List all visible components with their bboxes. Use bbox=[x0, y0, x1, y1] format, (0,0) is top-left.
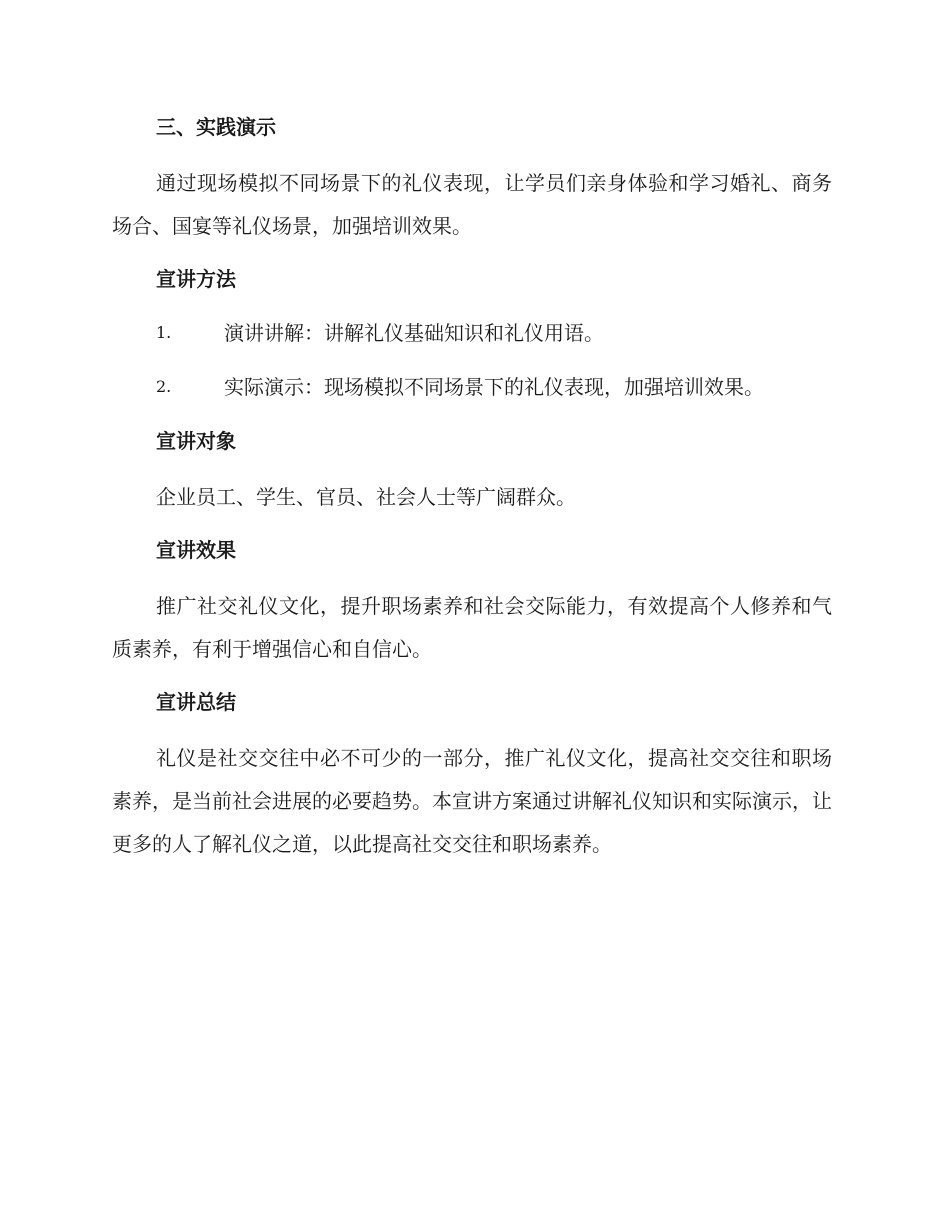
list-number: 1. bbox=[156, 323, 172, 342]
paragraph-practice: 通过现场模拟不同场景下的礼仪表现，让学员们亲身体验和学习婚礼、商务场合、国宴等礼仪场景，加强培训效果。 bbox=[112, 171, 832, 238]
list-item-text: 实际演示：现场模拟不同场景下的礼仪表现，加强培训效果。 bbox=[224, 375, 764, 399]
list-item-method-1 bbox=[112, 314, 832, 352]
list-item-method-2 bbox=[112, 368, 832, 406]
heading-summary: 宣讲总结 bbox=[156, 690, 236, 714]
paragraph-summary: 礼仪是社交交往中必不可少的一部分，推广礼仪文化，提高社交交往和职场素养，是当前社会进展的必要趋势。本宣讲方案通过讲解礼仪知识和实际演示，让更多的人了解礼仪之道，以此提高社交交往和职场素养。 bbox=[112, 746, 832, 856]
heading-effect: 宣讲效果 bbox=[156, 538, 236, 562]
heading-method: 宣讲方法 bbox=[156, 267, 236, 291]
list-item-text: 演讲讲解：讲解礼仪基础知识和礼仪用语。 bbox=[224, 321, 604, 345]
heading-audience: 宣讲对象 bbox=[156, 429, 236, 453]
heading-practice: 三、实践演示 bbox=[156, 115, 276, 139]
list-number: 2. bbox=[156, 377, 172, 396]
paragraph-audience: 企业员工、学生、官员、社会人士等广阔群众。 bbox=[156, 485, 576, 509]
document-body bbox=[112, 108, 832, 878]
paragraph-effect: 推广社交礼仪文化，提升职场素养和社会交际能力，有效提高个人修养和气质素养，有利于增强信心和自信心。 bbox=[112, 594, 832, 661]
